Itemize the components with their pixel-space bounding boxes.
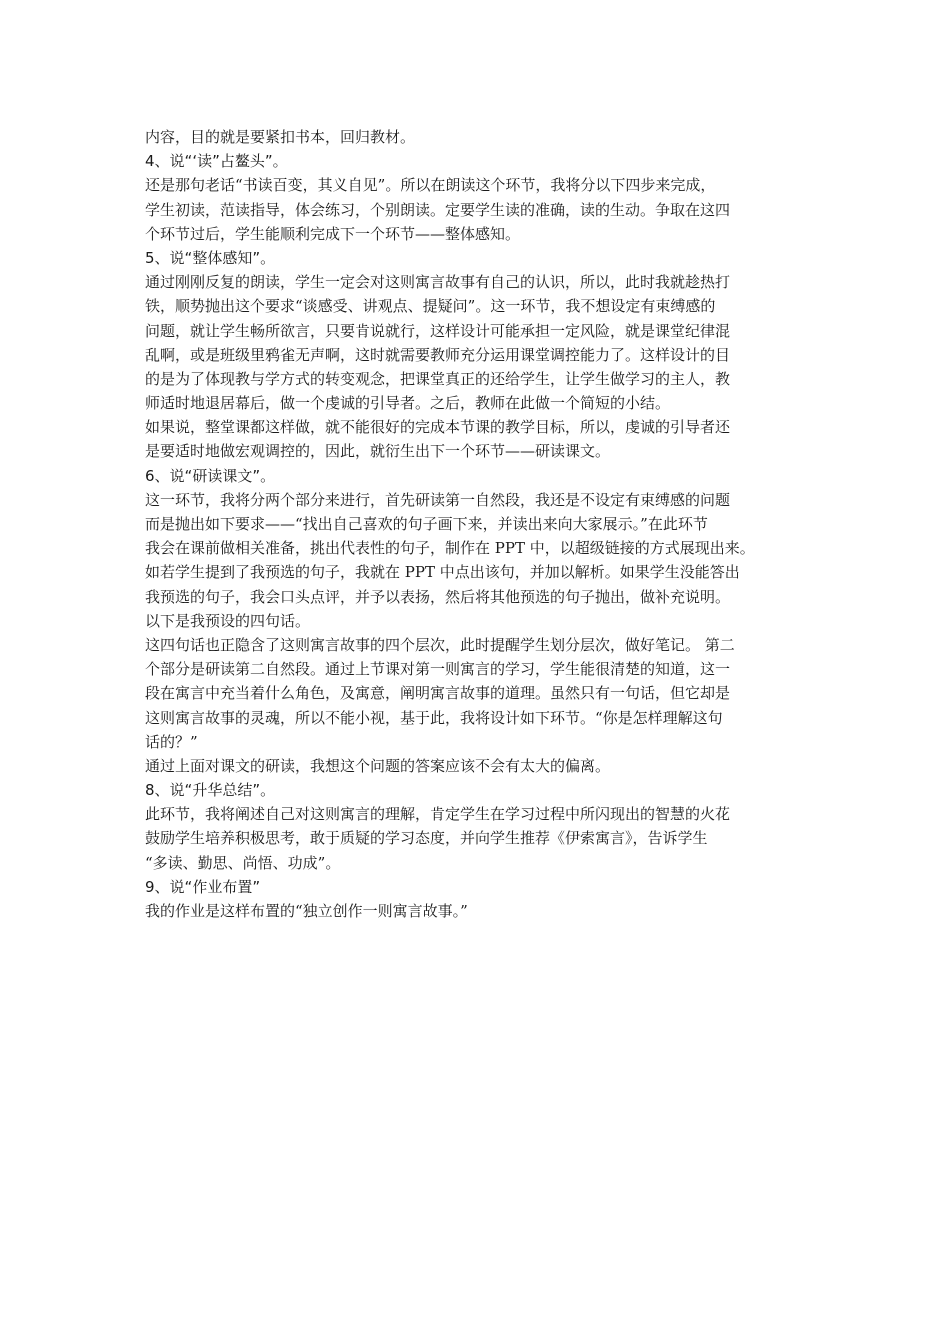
paragraph-line: 乱啊，或是班级里鸦雀无声啊，这时就需要教师充分运用课堂调控能力了。这样设计的目 [145, 345, 731, 364]
paragraph-line: “多读、勤思、尚悟、功成”。 [145, 853, 341, 872]
paragraph-line: 如若学生提到了我预选的句子，我就在 PPT 中点出该句，并加以解析。如果学生没能答出 [145, 563, 740, 582]
paragraph-line: 还是那句老话“书读百变，其义自见”。所以在朗读这个环节，我将分以下四步来完成， [145, 176, 716, 195]
paragraph-line: 这四句话也正隐含了这则寓言故事的四个层次，此时提醒学生划分层次，做好笔记。 第二 [145, 635, 735, 654]
paragraph-line: 鼓励学生培养积极思考，敢于质疑的学习态度，并向学生推荐《伊索寓言》，告诉学生 [145, 829, 708, 848]
paragraph-line: 段在寓言中充当着什么角色，及寓意，阐明寓言故事的道理。虽然只有一句话，但它却是 [145, 684, 731, 703]
section-heading: 6、说“研读课文”。 [145, 466, 276, 485]
section-heading: 4、说“‘读”占鳌头”。 [145, 152, 288, 171]
section-heading: 5、说“整体感知”。 [145, 248, 276, 267]
paragraph-line: 此环节，我将阐述自己对这则寓言的理解，肯定学生在学习过程中所闪现出的智慧的火花 [145, 805, 731, 824]
paragraph-line: 这一环节，我将分两个部分来进行，首先研读第一自然段，我还是不设定有束缚感的问题 [145, 490, 731, 509]
paragraph-line: 通过上面对课文的研读，我想这个问题的答案应该不会有太大的偏离。 [145, 756, 611, 775]
paragraph-line: 问题，就让学生畅所欲言，只要肯说就行，这样设计可能承担一定风险，就是课堂纪律混 [145, 321, 731, 340]
paragraph-line: 我会在课前做相关准备，挑出代表性的句子，制作在 PPT 中，以超级链接的方式展现出来。 [145, 539, 755, 558]
paragraph-line: 通过刚刚反复的朗读，学生一定会对这则寓言故事有自己的认识，所以，此时我就趁热打 [145, 273, 731, 292]
paragraph-line: 话的？” [145, 732, 198, 751]
paragraph-line: 铁，顺势抛出这个要求“谈感受、讲观点、提疑问”。这一环节，我不想设定有束缚感的 [145, 297, 716, 316]
paragraph-line: 的是为了体现教与学方式的转变观念，把课堂真正的还给学生，让学生做学习的主人，教 [145, 369, 731, 388]
section-heading: 9、说“作业布置” [145, 877, 261, 896]
paragraph-line: 学生初读，范读指导，体会练习，个别朗读。定要学生读的准确，读的生动。争取在这四 [145, 200, 731, 219]
paragraph-line: 如果说，整堂课都这样做，就不能很好的完成本节课的教学目标，所以，虔诚的引导者还 [145, 418, 731, 437]
paragraph-line: 我预选的句子，我会口头点评，并予以表扬，然后将其他预选的句子抛出，做补充说明。 [145, 587, 731, 606]
section-heading: 8、说“升华总结”。 [145, 781, 276, 800]
paragraph-line: 个部分是研读第二自然段。通过上节课对第一则寓言的学习，学生能很清楚的知道，这一 [145, 660, 731, 679]
paragraph-line: 内容，目的就是要紧扣书本，回归教材。 [145, 128, 416, 146]
paragraph-line: 师适时地退居幕后，做一个虔诚的引导者。之后，教师在此做一个简短的小结。 [145, 394, 671, 413]
paragraph-line: 个环节过后，学生能顺利完成下一个环节——整体感知。 [145, 224, 521, 243]
paragraph-line: 这则寓言故事的灵魂，所以不能小视，基于此，我将设计如下环节。“你是怎样理解这句 [145, 708, 723, 727]
paragraph-line: 以下是我预设的四句话。 [145, 611, 311, 630]
paragraph-line: 而是抛出如下要求——“找出自己喜欢的句子画下来，并读出来向大家展示。”在此环节 [145, 515, 708, 533]
paragraph-line: 我的作业是这样布置的“独立创作一则寓言故事。” [145, 902, 468, 920]
paragraph-line: 是要适时地做宏观调控的，因此，就衍生出下一个环节——研读课文。 [145, 442, 611, 461]
document-body [145, 125, 815, 923]
